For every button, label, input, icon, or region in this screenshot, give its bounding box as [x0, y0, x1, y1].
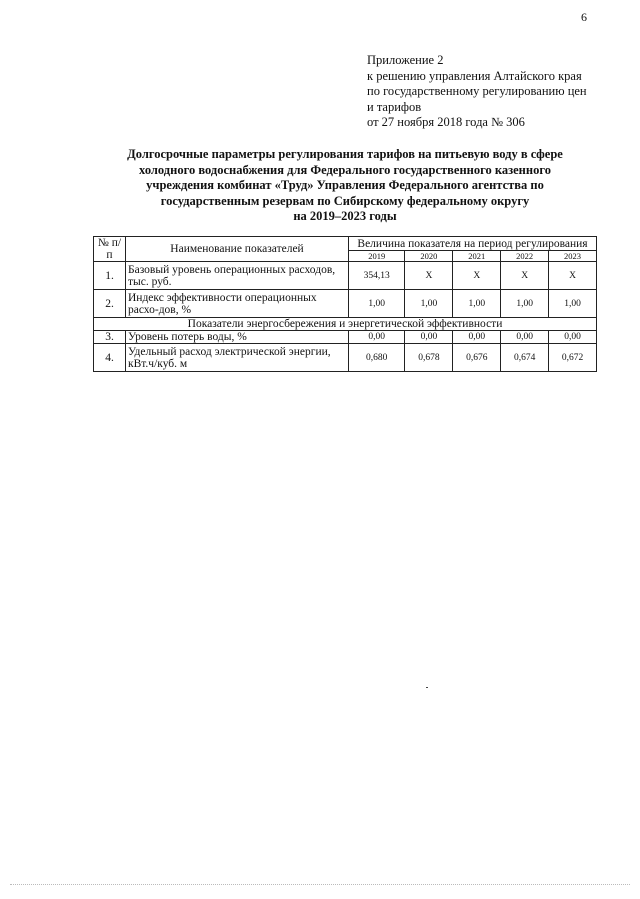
value-cell: Х — [405, 262, 453, 290]
scan-edge-line — [10, 884, 630, 885]
table-row — [94, 262, 597, 290]
title-line: государственным резервам по Сибирскому федеральному округу — [160, 193, 530, 208]
title-line: учреждения комбинат «Труд» Управления Федерального агентства по — [146, 178, 544, 192]
year-cell: 2020 — [405, 251, 453, 262]
table-header-row — [94, 237, 597, 251]
value-cell: Х — [549, 262, 597, 290]
row-num: 4. — [94, 344, 126, 372]
title-line: холодного водоснабжения для Федерального государственного казенного — [139, 162, 551, 177]
table-row — [94, 331, 597, 344]
value-cell: 0,00 — [453, 331, 501, 344]
scan-speck — [426, 687, 428, 688]
value-cell: Х — [453, 262, 501, 290]
year-cell: 2021 — [453, 251, 501, 262]
row-num: 2. — [94, 290, 126, 318]
value-cell: 1,00 — [549, 290, 597, 318]
value-cell: 1,00 — [453, 290, 501, 318]
value-cell: 0,00 — [405, 331, 453, 344]
appendix-line: по государственному регулированию цен — [367, 84, 587, 98]
appendix-line: от 27 ноября 2018 года № 306 — [367, 115, 525, 129]
page-number: 6 — [581, 10, 587, 24]
value-cell: 0,676 — [453, 344, 501, 372]
value-cell: 0,672 — [549, 344, 597, 372]
header-num: № п/п — [94, 237, 126, 262]
value-cell: 0,00 — [549, 331, 597, 344]
section-row — [94, 318, 597, 331]
appendix-block — [367, 53, 587, 131]
value-cell: 0,00 — [501, 331, 549, 344]
value-cell: 0,00 — [349, 331, 405, 344]
table-row — [94, 344, 597, 372]
row-name: Индекс эффективности операционных расхо-дов, % — [126, 290, 349, 318]
year-cell: 2022 — [501, 251, 549, 262]
section-title: Показатели энергосбережения и энергетической эффективности — [94, 318, 597, 331]
value-cell: 354,13 — [349, 262, 405, 290]
value-cell: 0,680 — [349, 344, 405, 372]
value-cell: 1,00 — [349, 290, 405, 318]
title-line: Долгосрочные параметры регулирования тарифов на питьевую воду в сфере — [127, 147, 563, 161]
header-value: Величина показателя на период регулирования — [349, 237, 597, 251]
table-row — [94, 290, 597, 318]
title-line: на 2019–2023 годы — [293, 209, 397, 223]
row-name: Уровень потерь воды, % — [126, 331, 349, 344]
row-name: Удельный расход электрической энергии, кВт.ч/куб. м — [126, 344, 349, 372]
parameters-table — [93, 236, 597, 372]
row-num: 3. — [94, 331, 126, 344]
year-cell: 2019 — [349, 251, 405, 262]
value-cell: Х — [501, 262, 549, 290]
row-num: 1. — [94, 262, 126, 290]
appendix-line: Приложение 2 — [367, 53, 444, 67]
appendix-line: и тарифов — [367, 99, 422, 114]
row-name: Базовый уровень операционных расходов, тыс. руб. — [126, 262, 349, 290]
appendix-line: к решению управления Алтайского края — [367, 68, 582, 83]
value-cell: 0,674 — [501, 344, 549, 372]
value-cell: 1,00 — [405, 290, 453, 318]
value-cell: 0,678 — [405, 344, 453, 372]
header-name: Наименование показателей — [126, 237, 349, 262]
document-title — [100, 147, 590, 225]
value-cell: 1,00 — [501, 290, 549, 318]
year-cell: 2023 — [549, 251, 597, 262]
